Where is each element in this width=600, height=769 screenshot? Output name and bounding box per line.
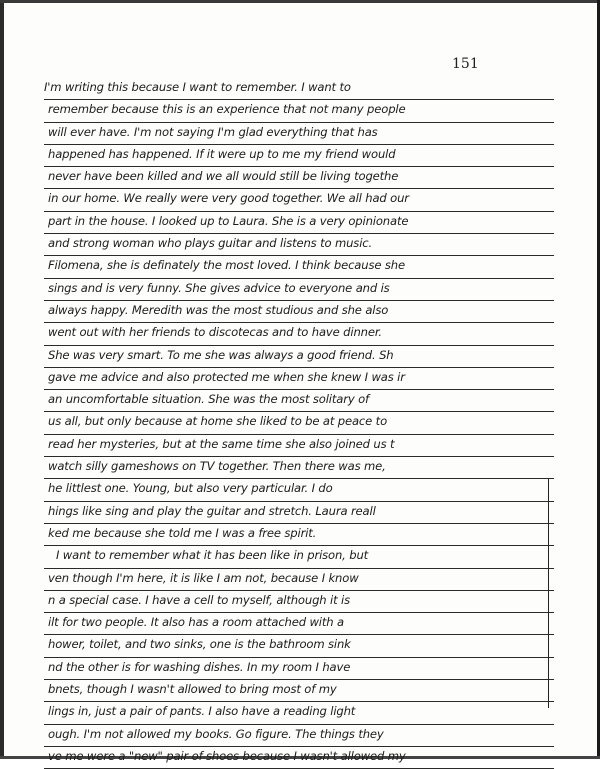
handwritten-line: I'm writing this because I want to remember. I want to <box>44 78 554 100</box>
handwritten-line: he littlest one. Young, but also very particular. I do <box>44 479 554 501</box>
handwritten-line: part in the house. I looked up to Laura. She is a very opinionate <box>44 212 554 234</box>
handwritten-line: n a special case. I have a cell to myself, although it is <box>44 591 554 613</box>
scan-edge-left <box>0 0 4 759</box>
handwritten-line: happened has happened. If it were up to me my friend would <box>44 145 554 167</box>
handwritten-line: us all, but only because at home she liked to be at peace to <box>44 412 554 434</box>
handwritten-line: sings and is very funny. She gives advice to everyone and is <box>44 279 554 301</box>
handwritten-line: She was very smart. To me she was always a good friend. Sh <box>44 346 554 368</box>
handwritten-line: always happy. Meredith was the most studious and she also <box>44 301 554 323</box>
handwritten-line: never have been killed and we all would still be living togethe <box>44 167 554 189</box>
handwritten-line: ve me were a "new" pair of shoes because I wasn't allowed my <box>44 747 554 769</box>
handwritten-line: an uncomfortable situation. She was the most solitary of <box>44 390 554 412</box>
handwritten-line: hower, toilet, and two sinks, one is the bathroom sink <box>44 635 554 657</box>
handwritten-line: remember because this is an experience that not many people <box>44 100 554 122</box>
handwritten-line: bnets, though I wasn't allowed to bring most of my <box>44 680 554 702</box>
handwritten-line: Filomena, she is definately the most loved. I think because she <box>44 256 554 278</box>
handwritten-line: hings like sing and play the guitar and stretch. Laura reall <box>44 502 554 524</box>
handwritten-line: lings in, just a pair of pants. I also have a reading light <box>44 702 554 724</box>
handwritten-line: ven though I'm here, it is like I am not, because I know <box>44 569 554 591</box>
handwritten-line: ked me because she told me I was a free spirit. <box>44 524 554 546</box>
handwritten-line: ilt for two people. It also has a room attached with a <box>44 613 554 635</box>
handwritten-line: I want to remember what it has been like in prison, but <box>44 546 554 568</box>
handwritten-line: went out with her friends to discotecas and to have dinner. <box>44 323 554 345</box>
handwritten-line: read her mysteries, but at the same time she also joined us t <box>44 435 554 457</box>
handwritten-line: will ever have. I'm not saying I'm glad everything that has <box>44 123 554 145</box>
handwritten-line: nd the other is for washing dishes. In my room I have <box>44 658 554 680</box>
handwritten-line: and strong woman who plays guitar and listens to music. <box>44 234 554 256</box>
handwritten-line: in our home. We really were very good together. We all had our <box>44 189 554 211</box>
handwritten-text-body <box>44 78 554 769</box>
scan-edge-top <box>0 0 600 3</box>
handwritten-line: gave me advice and also protected me when she knew I was ir <box>44 368 554 390</box>
handwritten-line: ough. I'm not allowed my books. Go figure. The things they <box>44 725 554 747</box>
page-number: 151 <box>452 56 479 72</box>
handwritten-line: watch silly gameshows on TV together. Then there was me, <box>44 457 554 479</box>
